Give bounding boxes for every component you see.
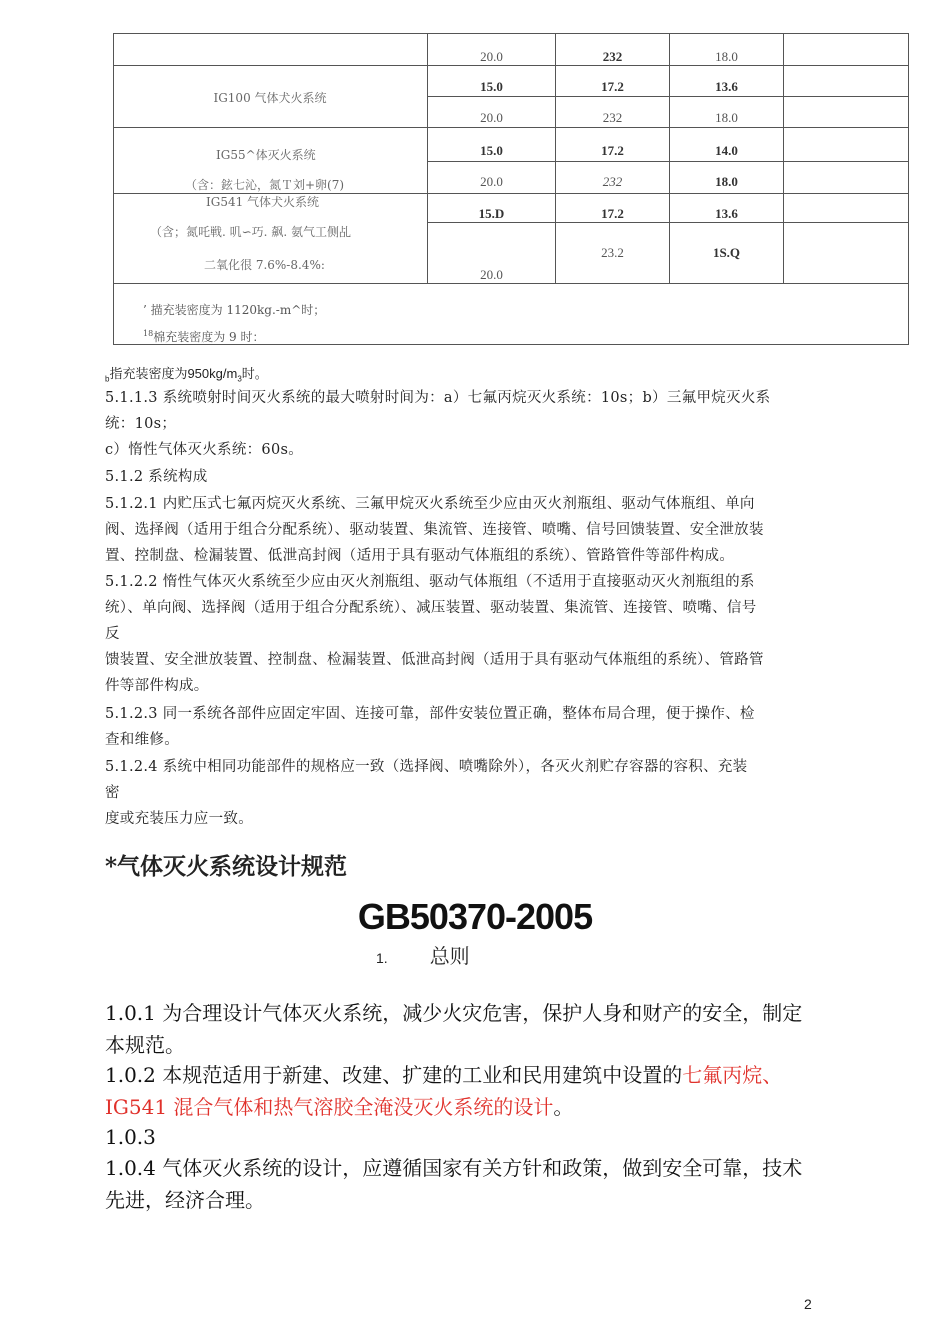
cell-r1-c3: 18.0 [715,49,738,64]
label-ig55-detail: （含：鉉七沁，氮Ｔ刘+卵(7) [185,178,345,192]
clause-5-1-2-4: 5.1.2.4 系统中相同功能部件的规格应一致（选择阀、喷嘴除外），各灭火剂贮存容器的容积、充装 密 度或充装压力应一致。 [105,759,748,827]
table-note-2: $^{18}$棉充装密度为 9 时： [143,329,265,344]
clause-5-1-2: 5.1.2 系统构成 [105,469,208,485]
cell-r4-c3: 14.0 [715,143,738,158]
cell-r7-c1: 20.0 [480,267,503,282]
label-ig55: IG55^体灭火系统 [216,148,316,162]
cell-r2-c3: 13.6 [715,79,738,94]
cell-r3-c3: 18.0 [715,110,738,125]
rule-1-0-2: 1.0.2 本规范适用于新建、改建、扩建的工业和民用建筑中设置的七氟丙烷、 IG541 混合气体和热气溶胶全淹没灭火系统的设计。 [105,1063,783,1119]
cell-r7-c2: 23.2 [601,245,624,260]
label-ig100: IG100 气体犬火系统 [213,91,327,105]
cell-r2-c2: 17.2 [601,79,624,94]
section-heading: 1. 总则 [376,944,470,968]
note-b: $_b$指充装密度为$950kg/m_3$时。 [105,366,268,384]
cell-r5-c3: 18.0 [715,174,738,189]
cell-r5-c1: 20.0 [480,174,503,189]
rule-1-0-3: 1.0.3 [105,1125,156,1149]
document-heading: *气体灭火系统设计规范 [105,853,348,880]
table-note-1: ’ 描充装密度为 1120kg.-m^时； [143,303,326,317]
cell-r4-c1: 15.0 [480,143,503,158]
clause-5-1-2-3: 5.1.2.3 同一系统各部件应固定牢固、连接可靠，部件安装位置正确，整体布局合理，便于操作、检 查和维修。 [105,706,755,748]
cell-r4-c2: 17.2 [601,143,624,158]
cell-r6-c2: 17.2 [601,206,624,221]
rule-1-0-1: 1.0.1 为合理设计气体灭火系统，减少火灾危害，保护人身和财产的安全，制定 本规范。 [105,1001,803,1057]
label-ig541: IG541 气体犬火系统 [206,195,320,209]
clause-5-1-1-3: 5.1.1.3 系统喷射时间灭火系统的最大喷射时间为：a）七氟丙烷灭火系统：10s；b）三氟甲烷灭火系 统：10s； c）惰性气体灭火系统：60s。 [105,390,771,458]
standard-code: GB50370-2005 [357,896,593,937]
gas-system-table [113,33,909,345]
cell-r1-c2: 232 [602,49,623,64]
cell-r5-c2: 232 [602,174,623,189]
cell-r3-c2: 232 [602,110,623,125]
clause-5-1-2-2: 5.1.2.2 惰性气体灭火系统至少应由灭火剂瓶组、驱动气体瓶组（不适用于直接驱动灭火剂瓶组的系 统）、单向阀、选择阀（适用于组合分配系统）、减压装置、驱动装置、集流管、连接管、喷嘴、信号 反 馈装置、安全泄放装置、控制盘、检漏装置、低泄高封阀（适用于具有驱动气体瓶组的系统）、管路管 件等部件构成。 [105,574,764,694]
label-ig541-co2: 二氧化很 7.6%-8.4%: [204,258,325,272]
label-ig541-detail: （含；氮吒戦. 叽∽巧. 飙. 氨气工侧乩 [150,225,351,239]
cell-r3-c1: 20.0 [480,110,503,125]
clause-5-1-2-1: 5.1.2.1 内贮压式七氟丙烷灭火系统、三氟甲烷灭火系统至少应由灭火剂瓶组、驱动气体瓶组、单向 阀、选择阀（适用于组合分配系统）、驱动装置、集流管、连接管、喷嘴、信号回馈装置、安全泄放装 置、控制盘、检漏装置、低泄高封阀（适用于具有驱动气体瓶组的系统）、管路管件等部件构成。 [105,496,764,564]
cell-r2-c1: 15.0 [480,79,503,94]
cell-r6-c1: 15.D [478,206,505,221]
cell-r1-c1: 20.0 [480,49,503,64]
page-number: 2 [804,1296,812,1312]
rule-1-0-4: 1.0.4 气体灭火系统的设计，应遵循国家有关方针和政策，做到安全可靠，技术 先进，经济合理。 [105,1156,803,1212]
cell-r7-c3: 1S.Q [712,245,741,260]
cell-r6-c3: 13.6 [715,206,738,221]
